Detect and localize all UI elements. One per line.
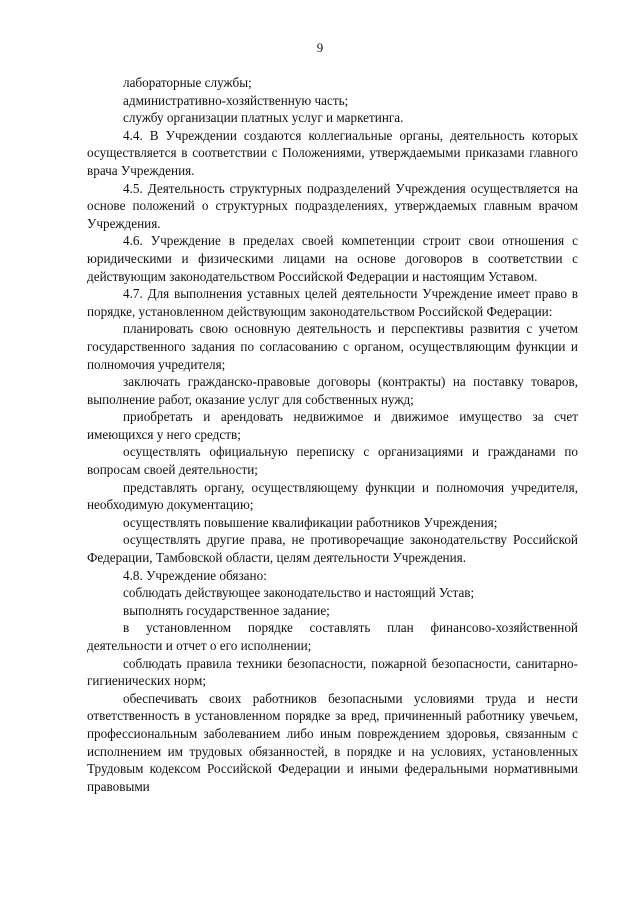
page-number: 9: [316, 40, 324, 55]
paragraph-paid-services: службу организации платных услуг и маркетинга.: [123, 110, 404, 126]
paragraph-4-4: 4.4. В Учреждении создаются коллегиальные органы, деятельность которых осуществляется в соответствии с Положениями, утверждаемыми приказами главного врача Учреждения.: [87, 127, 578, 178]
paragraph-right-documentation: представлять органу, осуществляющему функции и полномочия учредителя, необходимую документацию;: [87, 479, 578, 513]
paragraph-right-plan: планировать свою основную деятельность и перспективы развития с учетом государственного задания по согласованию с органом, осуществляющим функции и полномочия учредителя;: [87, 321, 578, 372]
document-body: [87, 74, 578, 795]
paragraph-4-8: 4.8. Учреждение обязано:: [123, 567, 267, 583]
paragraph-right-correspondence: осуществлять официальную переписку с организациями и гражданами по вопросам своей деятельности;: [87, 444, 578, 478]
paragraph-right-property: приобретать и арендовать недвижимое и движимое имущество за счет имеющихся у него средств;: [87, 409, 578, 442]
paragraph-right-other: осуществлять другие права, не противоречащие законодательству Российской Федерации, Тамбовской области, целям деятельности Учреждения.: [87, 532, 578, 566]
paragraph-right-qualification: осуществлять повышение квалификации работников Учреждения;: [123, 514, 498, 530]
paragraph-4-5: 4.5. Деятельность структурных подразделений Учреждения осуществляется на основе положений о структурных подразделениях, утверждаемых главным врачом Учреждения.: [87, 180, 578, 231]
paragraph-duty-law: соблюдать действующее законодательство и настоящий Устав;: [123, 585, 475, 601]
paragraph-4-7: 4.7. Для выполнения уставных целей деятельности Учреждение имеет право в порядке, установленном действующим законодательством Российской Федерации:: [87, 286, 578, 319]
paragraph-duty-safety: соблюдать правила техники безопасности, пожарной безопасности, санитарно-гигиенических норм;: [87, 655, 578, 689]
paragraph-duty-working-conditions: обеспечивать своих работников безопасными условиями труда и нести ответственность в установленном порядке за вред, причиненный работнику увечьем, профессиональным заболеванием либо иным повреждением здоровья, связанным с исполнением им трудовых обязанностей, в порядке и на условиях, установленных Трудовым кодексом Российской Федерации и иными федеральными нормативными правовыми: [87, 690, 578, 794]
paragraph-administrative-part: административно-хозяйственную часть;: [123, 92, 349, 108]
paragraph-duty-plan: в установленном порядке составлять план финансово-хозяйственной деятельности и отчет о его исполнении;: [87, 620, 578, 653]
paragraph-4-6: 4.6. Учреждение в пределах своей компетенции строит свои отношения с юридическими и физическими лицами на основе договоров в соответствии с действующим законодательством Российской Федерации и настоящим Уставом.: [87, 233, 578, 284]
paragraph-duty-assignment: выполнять государственное задание;: [123, 602, 330, 618]
paragraph-laboratory-services: лабораторные службы;: [123, 75, 252, 90]
paragraph-right-contracts: заключать гражданско-правовые договоры (контракты) на поставку товаров, выполнение работ, оказание услуг для собственных нужд;: [87, 374, 578, 407]
